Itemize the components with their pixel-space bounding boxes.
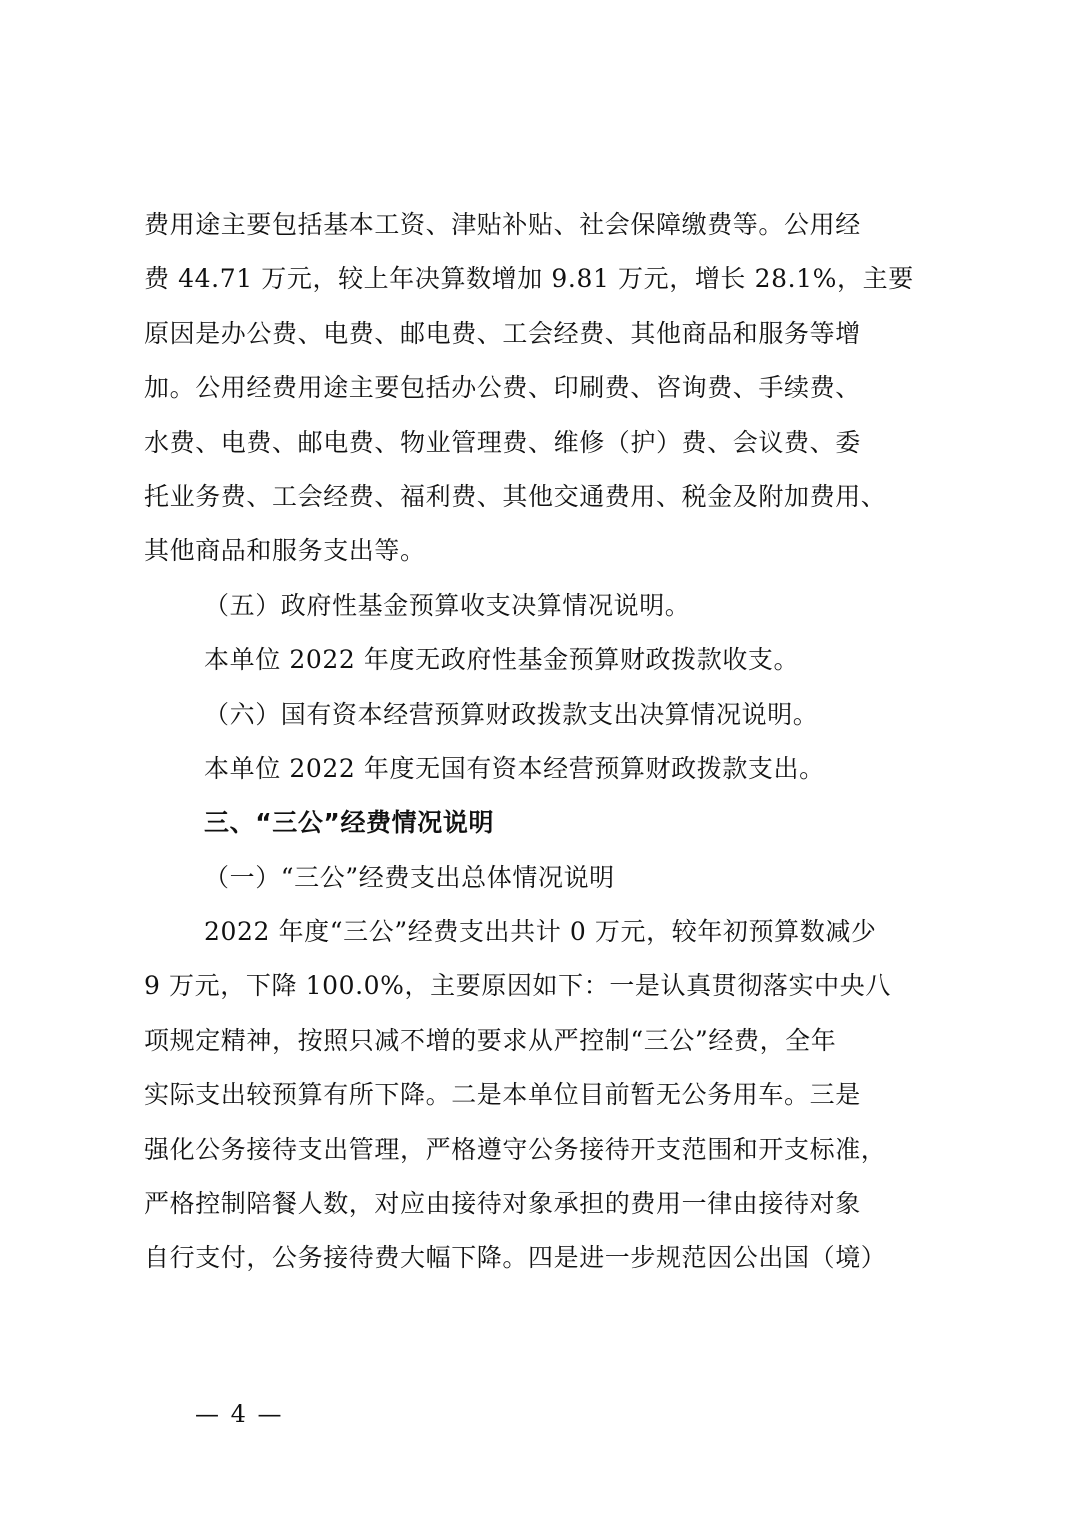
document-body xyxy=(144,198,944,1286)
page-number: — 4 — xyxy=(195,1400,284,1428)
text-line: 严格控制陪餐人数，对应由接待对象承担的费用一律由接待对象 xyxy=(144,1189,861,1219)
text-line: 项规定精神，按照只减不增的要求从严控制“三公”经费，全年 xyxy=(144,1025,837,1055)
text-line: 原因是办公费、电费、邮电费、工会经费、其他商品和服务等增 xyxy=(144,318,861,348)
text-line: 其他商品和服务支出等。 xyxy=(144,536,426,566)
paragraph-state-capital: 本单位 2022 年度无国有资本经营预算财政拨款支出。 xyxy=(204,753,825,783)
chapter-heading-three-public: 三、“三公”经费情况说明 xyxy=(204,808,495,838)
text-line: 托业务费、工会经费、福利费、其他交通费用、税金及附加费用、 xyxy=(144,481,887,511)
section-heading-government-fund: （五）政府性基金预算收支决算情况说明。 xyxy=(204,590,691,620)
text-line: 强化公务接待支出管理，严格遵守公务接待开支范围和开支标准， xyxy=(144,1134,887,1164)
text-line: 实际支出较预算有所下降。二是本单位目前暂无公务用车。三是 xyxy=(144,1080,861,1110)
text-line: 9 万元，下降 100.0%，主要原因如下：一是认真贯彻落实中央八 xyxy=(144,971,891,1001)
text-line: 加。公用经费用途主要包括办公费、印刷费、咨询费、手续费、 xyxy=(144,373,861,403)
text-line: 水费、电费、邮电费、物业管理费、维修（护）费、会议费、委 xyxy=(144,427,861,457)
text-line: 自行支付，公务接待费大幅下降。四是进一步规范因公出国（境） xyxy=(144,1243,887,1273)
paragraph-government-fund: 本单位 2022 年度无政府性基金预算财政拨款收支。 xyxy=(204,645,800,675)
section-heading-state-capital: （六）国有资本经营预算财政拨款支出决算情况说明。 xyxy=(204,699,819,729)
section-heading-three-public-overall: （一）“三公”经费支出总体情况说明 xyxy=(204,862,615,892)
paragraph-three-public-overall xyxy=(144,905,944,1286)
paragraph-public-expense xyxy=(144,198,944,579)
text-line: 费 44.71 万元，较上年决算数增加 9.81 万元，增长 28.1%，主要 xyxy=(144,264,914,294)
text-line: 2022 年度“三公”经费支出共计 0 万元，较年初预算数减少 xyxy=(204,917,877,947)
text-line: 费用途主要包括基本工资、津贴补贴、社会保障缴费等。公用经 xyxy=(144,210,861,239)
